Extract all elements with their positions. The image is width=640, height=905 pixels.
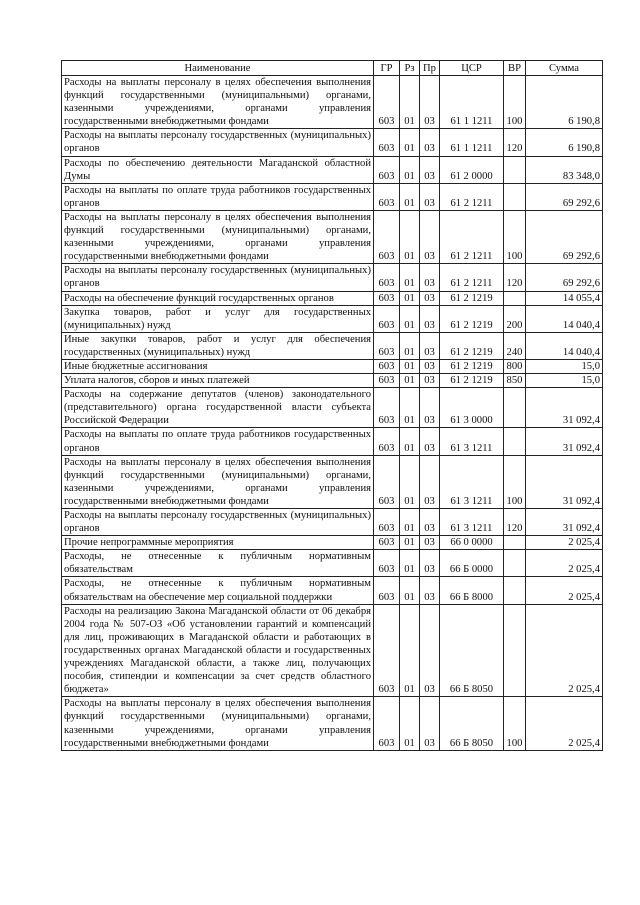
- cell-sum: 31 092,4: [526, 428, 603, 455]
- cell-sum: 2 025,4: [526, 536, 603, 550]
- cell-name: Расходы на выплаты персоналу в целях обеспечения выполнения функций государственными (муниципальными) органами, казенными учреждениями, органами управления государственными внебюджетными фондами: [62, 455, 374, 508]
- cell-rz: 01: [400, 291, 420, 305]
- cell-csr: 61 2 1219: [440, 332, 504, 359]
- table-row: [62, 129, 603, 156]
- cell-rz: 01: [400, 210, 420, 263]
- table-row: [62, 359, 603, 373]
- cell-rz: 01: [400, 455, 420, 508]
- cell-name: Расходы, не отнесенные к публичным нормативным обязательствам на обеспечение мер социальной поддержки: [62, 577, 374, 604]
- table-row: [62, 264, 603, 291]
- cell-rz: 01: [400, 305, 420, 332]
- header-csr: ЦСР: [440, 61, 504, 76]
- cell-vr: [504, 291, 526, 305]
- cell-csr: 66 Б 8000: [440, 577, 504, 604]
- cell-pr: 03: [420, 509, 440, 536]
- cell-name: Расходы на выплаты персоналу в целях обеспечения выполнения функций государственными (муниципальными) органами, казенными учреждениями, органами управления государственными внебюджетными фондами: [62, 210, 374, 263]
- cell-vr: 100: [504, 210, 526, 263]
- cell-csr: 66 Б 8050: [440, 697, 504, 750]
- cell-pr: 03: [420, 76, 440, 129]
- budget-table: [61, 60, 603, 751]
- cell-vr: 850: [504, 374, 526, 388]
- cell-sum: 14 040,4: [526, 305, 603, 332]
- cell-rz: 01: [400, 264, 420, 291]
- table-row: [62, 697, 603, 750]
- header-vr: ВР: [504, 61, 526, 76]
- table-row: [62, 388, 603, 428]
- cell-rz: 01: [400, 604, 420, 697]
- cell-vr: [504, 604, 526, 697]
- cell-csr: 61 3 1211: [440, 428, 504, 455]
- cell-sum: 2 025,4: [526, 550, 603, 577]
- table-row: [62, 156, 603, 183]
- cell-rz: 01: [400, 536, 420, 550]
- cell-gr: 603: [374, 156, 400, 183]
- table-row: [62, 76, 603, 129]
- cell-csr: 61 3 0000: [440, 388, 504, 428]
- cell-csr: 61 2 1219: [440, 359, 504, 373]
- cell-pr: 03: [420, 156, 440, 183]
- cell-name: Иные бюджетные ассигнования: [62, 359, 374, 373]
- cell-gr: 603: [374, 264, 400, 291]
- table-row: [62, 604, 603, 697]
- cell-csr: 61 2 1211: [440, 183, 504, 210]
- cell-rz: 01: [400, 156, 420, 183]
- cell-pr: 03: [420, 359, 440, 373]
- cell-gr: 603: [374, 455, 400, 508]
- cell-gr: 603: [374, 305, 400, 332]
- cell-pr: 03: [420, 604, 440, 697]
- cell-vr: 240: [504, 332, 526, 359]
- header-rz: Рз: [400, 61, 420, 76]
- cell-vr: [504, 577, 526, 604]
- cell-csr: 66 Б 8050: [440, 604, 504, 697]
- cell-sum: 15,0: [526, 374, 603, 388]
- cell-name: Расходы на выплаты персоналу государственных (муниципальных) органов: [62, 129, 374, 156]
- cell-vr: 800: [504, 359, 526, 373]
- cell-pr: 03: [420, 455, 440, 508]
- header-name: Наименование: [62, 61, 374, 76]
- cell-rz: 01: [400, 332, 420, 359]
- cell-sum: 31 092,4: [526, 388, 603, 428]
- cell-pr: 03: [420, 428, 440, 455]
- cell-gr: 603: [374, 388, 400, 428]
- cell-rz: 01: [400, 129, 420, 156]
- table-body: [62, 76, 603, 751]
- header-pr: Пр: [420, 61, 440, 76]
- cell-rz: 01: [400, 183, 420, 210]
- cell-rz: 01: [400, 550, 420, 577]
- cell-vr: [504, 388, 526, 428]
- cell-pr: 03: [420, 183, 440, 210]
- cell-rz: 01: [400, 697, 420, 750]
- cell-sum: 2 025,4: [526, 604, 603, 697]
- cell-vr: 120: [504, 129, 526, 156]
- table-row: [62, 455, 603, 508]
- cell-name: Расходы на выплаты персоналу государственных (муниципальных) органов: [62, 509, 374, 536]
- table-row: [62, 536, 603, 550]
- cell-pr: 03: [420, 388, 440, 428]
- cell-sum: 14 040,4: [526, 332, 603, 359]
- header-sum: Сумма: [526, 61, 603, 76]
- cell-sum: 6 190,8: [526, 129, 603, 156]
- cell-sum: 15,0: [526, 359, 603, 373]
- cell-sum: 14 055,4: [526, 291, 603, 305]
- cell-gr: 603: [374, 577, 400, 604]
- cell-sum: 2 025,4: [526, 577, 603, 604]
- cell-vr: [504, 183, 526, 210]
- cell-csr: 66 0 0000: [440, 536, 504, 550]
- cell-vr: [504, 156, 526, 183]
- cell-pr: 03: [420, 305, 440, 332]
- cell-rz: 01: [400, 428, 420, 455]
- cell-csr: 61 2 1211: [440, 210, 504, 263]
- cell-gr: 603: [374, 359, 400, 373]
- cell-name: Закупка товаров, работ и услуг для государственных (муниципальных) нужд: [62, 305, 374, 332]
- cell-pr: 03: [420, 577, 440, 604]
- cell-gr: 603: [374, 550, 400, 577]
- cell-rz: 01: [400, 76, 420, 129]
- cell-csr: 61 1 1211: [440, 76, 504, 129]
- cell-vr: [504, 550, 526, 577]
- cell-name: Расходы на содержание депутатов (членов) законодательного (представительного) органа государственной власти субъекта Российской Федерации: [62, 388, 374, 428]
- table-row: [62, 550, 603, 577]
- table-row: [62, 291, 603, 305]
- cell-name: Расходы на выплаты персоналу государственных (муниципальных) органов: [62, 264, 374, 291]
- cell-name: Расходы на выплаты персоналу в целях обеспечения выполнения функций государственными (муниципальными) органами, казенными учреждениями, органами управления государственными внебюджетными фондами: [62, 76, 374, 129]
- cell-pr: 03: [420, 374, 440, 388]
- cell-name: Иные закупки товаров, работ и услуг для обеспечения государственных (муниципальных) нужд: [62, 332, 374, 359]
- cell-gr: 603: [374, 183, 400, 210]
- cell-vr: [504, 536, 526, 550]
- cell-vr: 100: [504, 455, 526, 508]
- cell-pr: 03: [420, 332, 440, 359]
- cell-name: Расходы на выплаты по оплате труда работников государственных органов: [62, 183, 374, 210]
- cell-name: Расходы на обеспечение функций государственных органов: [62, 291, 374, 305]
- cell-sum: 2 025,4: [526, 697, 603, 750]
- table-row: [62, 210, 603, 263]
- cell-name: Прочие непрограммные мероприятия: [62, 536, 374, 550]
- cell-gr: 603: [374, 536, 400, 550]
- cell-name: Уплата налогов, сборов и иных платежей: [62, 374, 374, 388]
- cell-vr: [504, 428, 526, 455]
- cell-sum: 31 092,4: [526, 509, 603, 536]
- table-row: [62, 509, 603, 536]
- cell-rz: 01: [400, 388, 420, 428]
- cell-gr: 603: [374, 697, 400, 750]
- cell-name: Расходы по обеспечению деятельности Магаданской областной Думы: [62, 156, 374, 183]
- header-gr: ГР: [374, 61, 400, 76]
- cell-csr: 61 2 1211: [440, 264, 504, 291]
- cell-csr: 61 3 1211: [440, 455, 504, 508]
- cell-rz: 01: [400, 359, 420, 373]
- table-row: [62, 183, 603, 210]
- cell-pr: 03: [420, 291, 440, 305]
- cell-sum: 69 292,6: [526, 210, 603, 263]
- table-row: [62, 332, 603, 359]
- cell-gr: 603: [374, 291, 400, 305]
- cell-pr: 03: [420, 550, 440, 577]
- table-row: [62, 374, 603, 388]
- cell-gr: 603: [374, 129, 400, 156]
- cell-rz: 01: [400, 509, 420, 536]
- cell-gr: 603: [374, 509, 400, 536]
- cell-csr: 61 3 1211: [440, 509, 504, 536]
- cell-csr: 61 2 1219: [440, 291, 504, 305]
- cell-gr: 603: [374, 604, 400, 697]
- cell-sum: 6 190,8: [526, 76, 603, 129]
- cell-name: Расходы на реализацию Закона Магаданской области от 06 декабря 2004 года № 507-ОЗ «Об установлении гарантий и компенсаций для лиц, проживающих в Магаданской области и работающих в государственных органах Магаданской области и государственных учреждениях Магаданской области, а также лиц, получающих пособия, стипендии и компенсации за счет средств областного бюджета»: [62, 604, 374, 697]
- table-row: [62, 305, 603, 332]
- cell-pr: 03: [420, 210, 440, 263]
- cell-gr: 603: [374, 76, 400, 129]
- cell-name: Расходы на выплаты персоналу в целях обеспечения выполнения функций государственными (муниципальными) органами, казенными учреждениями, органами управления государственными внебюджетными фондами: [62, 697, 374, 750]
- cell-csr: 61 1 1211: [440, 129, 504, 156]
- cell-csr: 61 2 1219: [440, 374, 504, 388]
- cell-gr: 603: [374, 332, 400, 359]
- cell-vr: 120: [504, 509, 526, 536]
- cell-pr: 03: [420, 129, 440, 156]
- cell-csr: 61 2 0000: [440, 156, 504, 183]
- cell-sum: 69 292,6: [526, 183, 603, 210]
- cell-vr: 120: [504, 264, 526, 291]
- cell-rz: 01: [400, 577, 420, 604]
- cell-pr: 03: [420, 264, 440, 291]
- cell-sum: 83 348,0: [526, 156, 603, 183]
- cell-vr: 200: [504, 305, 526, 332]
- cell-vr: 100: [504, 76, 526, 129]
- cell-csr: 66 Б 0000: [440, 550, 504, 577]
- cell-gr: 603: [374, 428, 400, 455]
- cell-vr: 100: [504, 697, 526, 750]
- header-row: [62, 61, 603, 76]
- cell-gr: 603: [374, 374, 400, 388]
- cell-sum: 69 292,6: [526, 264, 603, 291]
- cell-name: Расходы на выплаты по оплате труда работников государственных органов: [62, 428, 374, 455]
- table-row: [62, 577, 603, 604]
- cell-gr: 603: [374, 210, 400, 263]
- cell-pr: 03: [420, 697, 440, 750]
- cell-sum: 31 092,4: [526, 455, 603, 508]
- cell-rz: 01: [400, 374, 420, 388]
- cell-name: Расходы, не отнесенные к публичным нормативным обязательствам: [62, 550, 374, 577]
- cell-pr: 03: [420, 536, 440, 550]
- cell-csr: 61 2 1219: [440, 305, 504, 332]
- table-row: [62, 428, 603, 455]
